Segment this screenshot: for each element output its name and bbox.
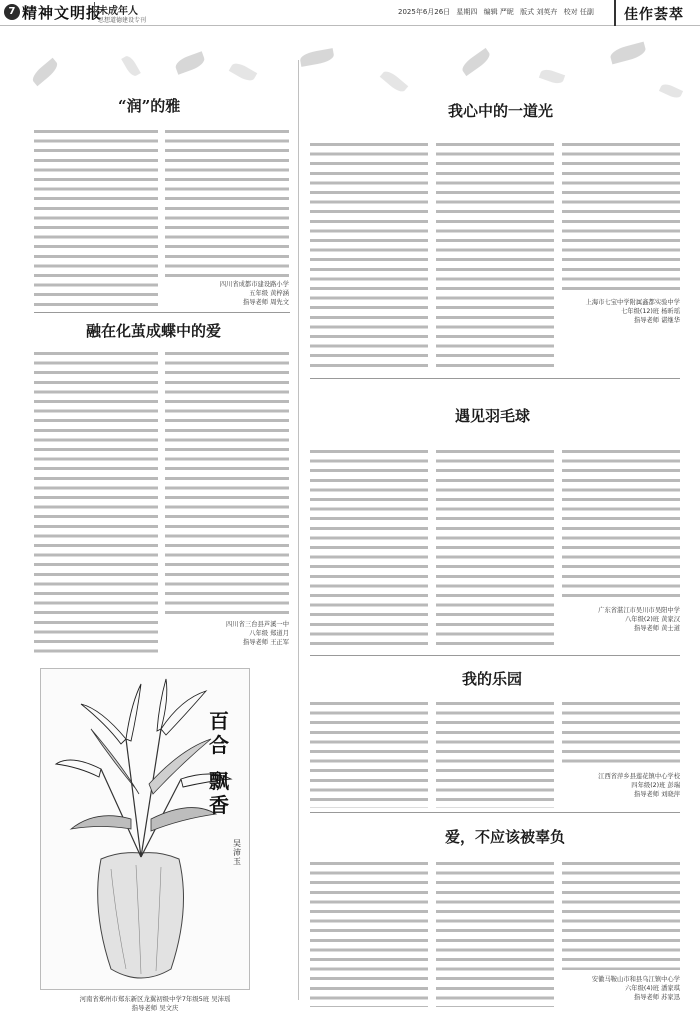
article-title: 我的乐园 [462,670,523,688]
brand-tagline: 思想道德建设专刊 [98,17,147,24]
article-body [165,352,289,617]
article-byline: 上海市七宝中学附属鑫都实验中学 七年级(12)班 杨昕瑶 指导老师 谌继华 [585,299,680,324]
issue-editor: 编辑 严昵 [483,8,514,16]
article-body [165,130,289,280]
section-divider [310,812,680,813]
article-body [562,702,680,768]
article-body [310,702,428,808]
leaf-decoration [380,68,409,94]
article-byline: 四川省三台县芦溪一中 八年级 郑道月 指导老师 王正军 [226,621,289,646]
drawing-caption: 河南省郑州市郑东新区龙翼初级中学7年级5班 吴沛瑶 指导老师 吴文庆 [79,995,231,1012]
page-number: 7 [4,4,20,20]
section-divider [310,655,680,656]
article-title: 爱，不应该被辜负 [445,828,566,846]
article-body [310,862,428,1007]
article-byline: 四川省成都市建设路小学 五年级 黄梓涵 指导老师 周先文 [219,281,289,306]
article-body [436,143,554,371]
newspaper-brand: 精神文明报 [22,4,103,22]
leaf-decoration [659,82,683,100]
brand-subtitle: 未成年人 [94,2,138,17]
issue-weekday: 星期四 [456,8,478,16]
leaf-decoration [539,67,565,86]
article-body [436,450,554,650]
article-title: 我心中的一道光 [448,102,554,120]
article-byline: 广东省湛江市吴川市吴阳中学 八年级(2)班 黄家汉 指导老师 黄士道 [598,607,680,632]
article-title: 遇见羽毛球 [455,407,531,425]
calligraphy-title-1: 百合 [209,709,229,757]
leaf-decoration [299,48,335,67]
article-title: 融在化茧成蝶中的爱 [86,322,222,340]
article-body [436,702,554,808]
article-body [34,130,158,308]
leaf-decoration [609,42,647,65]
column-title-box [614,0,700,26]
article-body [436,862,554,1007]
issue-meta [398,7,598,17]
article-body [562,143,680,293]
issue-proof: 校对 任副 [563,8,594,16]
article-byline: 安徽马鞍山市和县乌江镇中心学 六年级(4)班 潘家琪 指导老师 苏家迅 [591,976,680,1001]
article-title: “润”的雅 [118,97,181,115]
leaf-decoration [174,51,207,74]
article-body [562,450,680,600]
article-body [310,143,428,371]
column-divider [298,60,299,1000]
leaf-decoration [121,54,141,78]
issue-date: 2025年6月26日 [398,8,451,16]
leaf-decoration [229,60,258,83]
article-byline: 江西省萍乡县莲花镇中心学校 四年级(2)班 彭瑞 指导老师 刘晓萍 [598,773,680,798]
section-divider [34,312,290,313]
leaf-decoration [30,58,61,86]
column-title: 佳作荟萃 [624,7,684,23]
artist-signature: 吴沛玉 [233,839,241,866]
article-body [34,352,158,657]
article-body [562,862,680,970]
article-body [310,450,428,650]
section-divider [310,378,680,379]
student-drawing [40,668,250,990]
issue-layout: 版式 刘英卉 [520,8,558,16]
leaf-decoration [459,48,492,76]
masthead [0,0,700,26]
calligraphy-title-2: 飘香 [209,769,229,817]
